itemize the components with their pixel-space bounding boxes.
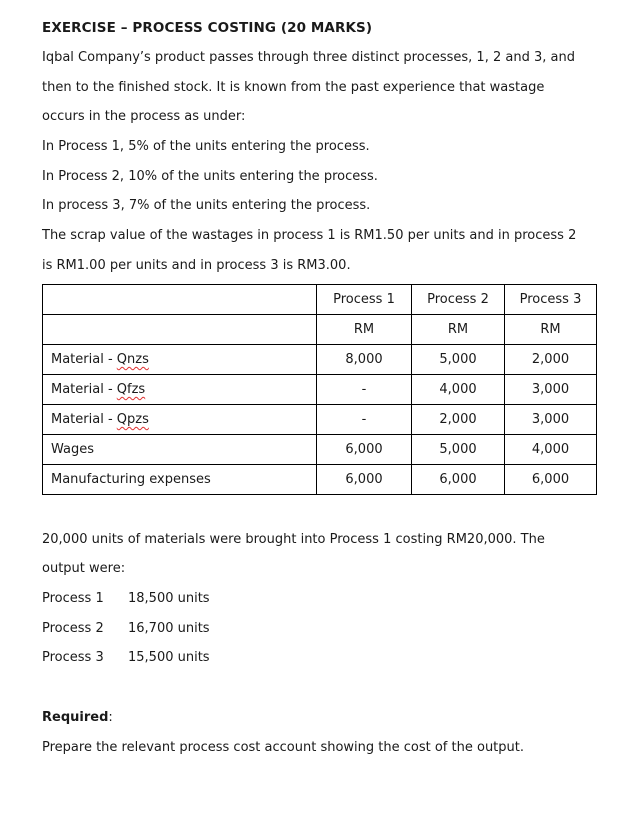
cell-process-1: - — [317, 375, 412, 405]
row-label — [43, 465, 317, 495]
materials-line-1: 20,000 units of materials were brought into Process 1 costing RM20,000. The — [42, 532, 545, 547]
cell-process-3: 3,000 — [505, 405, 597, 435]
output-row-process-1 — [42, 591, 210, 607]
cell-process-3: 3,000 — [505, 375, 597, 405]
process-cost-table — [42, 284, 597, 495]
materials-line-2: output were: — [42, 561, 126, 576]
output-units: 18,500 units — [128, 591, 210, 606]
row-label — [43, 435, 317, 465]
units-process-2: RM — [412, 315, 505, 345]
header-process-1: Process 1 — [317, 285, 412, 315]
cell-process-1: - — [317, 405, 412, 435]
table-row — [43, 345, 597, 375]
table-row — [43, 375, 597, 405]
cell-process-2: 4,000 — [412, 375, 505, 405]
units-blank-cell — [43, 315, 317, 345]
cell-process-3: 4,000 — [505, 435, 597, 465]
spellcheck-word: Qpzs — [116, 412, 149, 427]
row-label-prefix: Material - — [51, 412, 117, 427]
row-label-prefix: Material - — [51, 382, 117, 397]
table-row — [43, 465, 597, 495]
required-label: Required — [42, 710, 109, 725]
row-label-prefix: Material - — [51, 352, 117, 367]
exercise-title: EXERCISE – PROCESS COSTING (20 MARKS) — [42, 20, 373, 36]
header-blank-cell — [43, 285, 317, 315]
output-units: 16,700 units — [128, 621, 210, 636]
spellcheck-word: Qnzs — [116, 352, 149, 367]
required-heading — [42, 710, 113, 726]
cell-process-2: 6,000 — [412, 465, 505, 495]
cell-process-3: 2,000 — [505, 345, 597, 375]
row-label-prefix: Wages — [51, 442, 95, 457]
output-process-label: Process 3 — [42, 650, 104, 665]
table-header-row — [43, 285, 597, 315]
intro-line-2: then to the finished stock. It is known from the past experience that wastage — [42, 80, 545, 95]
wastage-process-2: In Process 2, 10% of the units entering the process. — [42, 169, 378, 184]
row-label — [43, 405, 317, 435]
output-process-label: Process 1 — [42, 591, 104, 606]
output-process-label: Process 2 — [42, 621, 104, 636]
row-label — [43, 345, 317, 375]
scrap-line-2: is RM1.00 per units and in process 3 is RM3.00. — [42, 258, 351, 273]
units-process-1: RM — [317, 315, 412, 345]
row-label-prefix: Manufacturing expenses — [51, 472, 211, 487]
wastage-process-3: In process 3, 7% of the units entering the process. — [42, 198, 371, 213]
scrap-line-1: The scrap value of the wastages in process 1 is RM1.50 per units and in process 2 — [42, 228, 577, 243]
cell-process-1: 6,000 — [317, 435, 412, 465]
header-process-3: Process 3 — [505, 285, 597, 315]
row-label — [43, 375, 317, 405]
cell-process-2: 2,000 — [412, 405, 505, 435]
units-process-3: RM — [505, 315, 597, 345]
wastage-process-1: In Process 1, 5% of the units entering the process. — [42, 139, 370, 154]
header-process-2: Process 2 — [412, 285, 505, 315]
cell-process-3: 6,000 — [505, 465, 597, 495]
cell-process-2: 5,000 — [412, 345, 505, 375]
cell-process-1: 6,000 — [317, 465, 412, 495]
required-text: Prepare the relevant process cost account showing the cost of the output. — [42, 740, 524, 755]
output-units: 15,500 units — [128, 650, 210, 665]
cell-process-2: 5,000 — [412, 435, 505, 465]
table-units-row — [43, 315, 597, 345]
output-row-process-2 — [42, 621, 210, 637]
intro-line-1: Iqbal Company’s product passes through three distinct processes, 1, 2 and 3, and — [42, 50, 575, 65]
cell-process-1: 8,000 — [317, 345, 412, 375]
required-colon: : — [108, 710, 113, 725]
intro-line-3: occurs in the process as under: — [42, 109, 246, 124]
spellcheck-word: Qfzs — [116, 382, 146, 397]
output-row-process-3 — [42, 650, 210, 666]
table-row — [43, 405, 597, 435]
table-row — [43, 435, 597, 465]
